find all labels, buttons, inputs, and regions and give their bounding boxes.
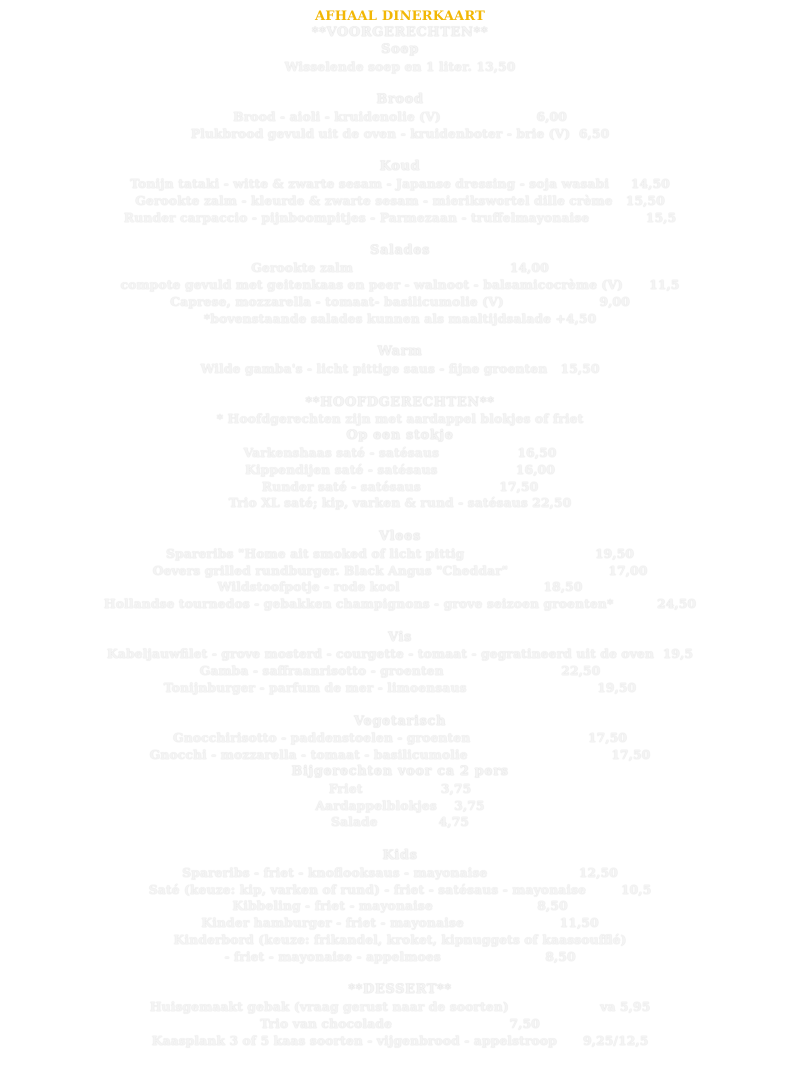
spacer <box>0 831 800 848</box>
menu-item-spies-3: Runder saté - satésaus 17,50 <box>261 478 539 494</box>
menu-item-warm-1: Wilde gamba's - licht pittige saus - fijne groenten 15,50 <box>200 360 600 376</box>
subheading-warm: Warm <box>377 344 423 360</box>
subheading-vlees: Vlees <box>379 528 421 544</box>
subheading-brood: Brood <box>376 92 424 108</box>
menu-item-spies-4: Trio XL saté; kip, varken & rund - satésaus 22,50 <box>228 495 572 511</box>
menu-item-soep: Wisselende soep en 1 liter. 13,50 <box>284 58 516 74</box>
spacer <box>0 327 800 344</box>
subheading-bijgerechten: Bijgerechten voor ca 2 pers <box>291 764 509 780</box>
menu-item-kids-3: Kibbeling - friet - mayonaise 8,50 <box>232 898 568 914</box>
menu-item-kids-4: Kinder hamburger - friet - mayonaise 11,50 <box>201 915 599 931</box>
spacer <box>0 378 800 395</box>
spacer <box>0 966 800 983</box>
menu-item-dessert-1: Huisgemaakt gebak (vraag gerust naar de soorten) va 5,95 <box>149 999 651 1015</box>
spacer <box>0 512 800 529</box>
menu-item-koud-2: Gerookte zalm - kleurde & zwarte sesam - mierikswortel dille crème 15,50 <box>135 192 665 208</box>
menu-item-salades-2: compote gevuld met geitenkaas en peer - walnoot - balsamicocrème (V) 11,5 <box>120 276 680 292</box>
menu-item-dessert-3: Kaasplank 3 of 5 kaas soorten - vijgenbrood - appelstroop 9,25/12,5 <box>151 1032 649 1048</box>
menu-item-spies-1: Varkenshaas saté - satésaus 16,50 <box>243 444 557 460</box>
menu-item-bij-3: Salade 4,75 <box>330 814 470 830</box>
menu-item-salades-3: Caprese, mozzarella - tomaat- basilicumolie (V) 9,00 <box>170 293 630 309</box>
section-heading-hoofdgerechten: **HOOFDGERECHTEN** <box>305 394 495 410</box>
spacer <box>0 227 800 244</box>
subheading-koud: Koud <box>379 159 421 175</box>
dinner-menu <box>0 8 800 1050</box>
menu-item-vega-1: Gnocchirisotto - paddenstoelen - groenten 17,50 <box>173 730 627 746</box>
menu-item-vlees-2: Oevers grilled rundburger. Black Angus "Cheddar" 17,00 <box>152 562 648 578</box>
menu-item-salades-1: Gerookte zalm 14,00 <box>251 260 549 276</box>
menu-item-dessert-2: Trio van chocolade 7,50 <box>260 1016 540 1032</box>
menu-item-kids-2: Saté (keuze: kip, varken of rund) - friet - satésaus - mayonaise 10,5 <box>148 881 652 897</box>
menu-note-hoofdgerechten: * Hoofdgerechten zijn met aardappel blokjes of friet <box>216 411 584 427</box>
menu-item-vlees-1: Spareribs "Home ait smoked of licht pittig 19,50 <box>166 545 634 561</box>
menu-title: AFHAAL DINERKAART <box>315 9 485 24</box>
menu-item-brood-2: Plukbrood gevuld uit de oven - kruidenboter - brie (V) 6,50 <box>190 125 610 141</box>
menu-item-koud-1: Tonijn tataki - witte & zwarte sesam - Japanse dressing - soja wasabi 14,50 <box>130 176 670 192</box>
subheading-soep: Soep <box>381 41 419 57</box>
subheading-kids: Kids <box>382 848 418 864</box>
menu-item-vlees-4: Hollandse tournedos - gebakken champignons - grove seizoen groenten* 24,50 <box>103 596 697 612</box>
spacer <box>0 613 800 630</box>
menu-item-vega-2: Gnocchi - mozzarella - tomaat - basilicumolie 17,50 <box>149 747 651 763</box>
section-heading-dessert: **DESSERT** <box>348 982 452 998</box>
menu-item-vlees-3: Wildstoofpotje - rode kool 18,50 <box>217 579 583 595</box>
menu-item-vis-3: Tonijnburger - parfum de mer - limoensaus 19,50 <box>163 680 637 696</box>
subheading-vegetarisch: Vegetarisch <box>353 713 447 729</box>
menu-item-kids-5: Kinderbord (keuze: frikandel, kroket, kipnuggets of kaassoufflé) <box>173 932 627 948</box>
subheading-op-een-stokje: Op een stokje <box>346 428 454 444</box>
menu-note-salades: *bovenstaande salades kunnen als maaltijdsalade +4,50 <box>203 310 597 326</box>
spacer <box>0 75 800 92</box>
menu-item-bij-1: Friet 3,75 <box>328 780 472 796</box>
menu-item-spies-2: Kippendijen saté - satésaus 16,00 <box>245 461 555 477</box>
subheading-salades: Salades <box>369 243 431 259</box>
menu-item-vis-2: Gamba - saffraanrisotto - groenten 22,50 <box>199 663 601 679</box>
menu-item-koud-3: Runder carpaccio - pijnboompitjes - Parmezaan - truffelmayonaise 15,5 <box>123 209 677 225</box>
menu-item-vis-1: Kabeljauwfilet - grove mosterd - courgette - tomaat - gegratineerd uit de oven 19,5 <box>106 646 694 662</box>
menu-item-brood-1: Brood - aioli - kruidenolie (V) 6,00 <box>233 108 567 124</box>
menu-item-kids-1: Spareribs - friet - knoflooksaus - mayonaise 12,50 <box>182 864 618 880</box>
spacer <box>0 697 800 714</box>
menu-item-bij-2: Aardappelblokjes 3,75 <box>315 797 485 813</box>
menu-item-kids-6: - friet - mayonaise - appelmoes 8,50 <box>224 948 576 964</box>
subheading-vis: Vis <box>388 629 412 645</box>
spacer <box>0 143 800 160</box>
section-heading-voorgerechten: **VOORGERECHTEN** <box>311 25 489 40</box>
